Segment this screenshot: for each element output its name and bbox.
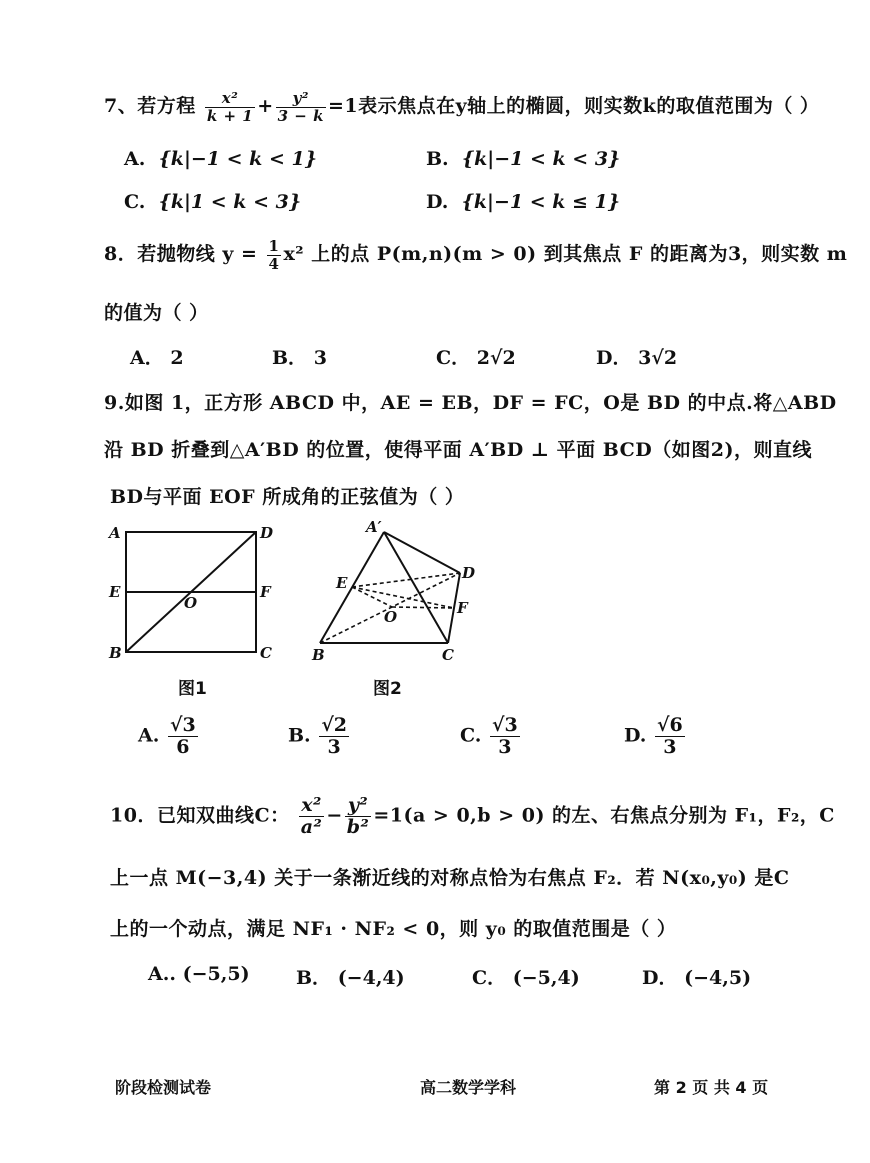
q9-option-b: B. $\frac{√2}{3}$: [288, 714, 348, 758]
q10-option-d: D． (−4,5): [642, 967, 752, 989]
q7-tail: =1表示焦点在y轴上的椭圆，则实数k的取值范围为（ ）: [327, 95, 820, 117]
q8-option-c: C． 2√2: [436, 347, 516, 369]
q8-tail: x² 上的点 P(m,n)(m > 0) 到其焦点 F 的距离为3，则实数 m: [283, 243, 848, 265]
q7-option-d: D. {k|−1 < k ≤ 1}: [426, 191, 620, 213]
fig1-label-f: F: [260, 583, 271, 601]
q10-fraction-y: $\frac{\text{y²}}{\text{b²}}$: [346, 794, 370, 838]
q9-line1: 9.如图 1，正方形 ABCD 中，AE = EB，DF = FC，O是 BD 的中点.将△ABD: [104, 392, 837, 414]
fig1-label-b: B: [109, 644, 122, 662]
q8-stem: [104, 238, 847, 272]
q9-option-d: D. $\frac{√6}{3}$: [624, 714, 683, 758]
fig2-label-f: F: [457, 599, 468, 617]
fig1-label-e: E: [109, 583, 121, 601]
q10-option-a: A.. (−5,5): [148, 963, 250, 985]
q10-prefix: 10．已知双曲线C：: [110, 804, 290, 827]
fig2-label-c: C: [442, 646, 454, 664]
q10-fraction-x: $\frac{\text{x²}}{\text{a²}}$: [300, 794, 323, 838]
figure-1-caption: 图1: [178, 679, 207, 699]
q9-line3: BD与平面 EOF 所成角的正弦值为（ ）: [110, 486, 465, 508]
q7-fraction-x: $\frac{\text{x²}}{k + 1}$: [206, 89, 254, 125]
figure-2-caption: 图2: [373, 679, 402, 699]
q10-line1: 10．已知双曲线C： $\frac{\text{x²}}{\text{a²}}$ − $\frac{\text{y²}}{\text{b²}}$ =1(a > 0,b > 0) 的左、右焦点分别为 F₁，F₂，C: [110, 794, 835, 838]
q9-option-c: C. $\frac{√3}{3}$: [460, 714, 518, 758]
figure-2-folded: [300, 518, 490, 668]
footer-left: 阶段检测试卷: [115, 1078, 212, 1097]
q7-option-c: C. {k|1 < k < 3}: [124, 191, 302, 213]
fig1-label-o: O: [184, 594, 198, 612]
q8-option-d: D． 3√2: [596, 347, 678, 369]
figure-1-square: [104, 520, 284, 665]
q8-prefix: 8．若抛物线 y =: [104, 243, 258, 265]
q7-stem: 7、若方程 $\frac{\text{x²}}{k + 1}$ + $\frac{\text{y²}}{3 - k}$ =1表示焦点在y轴上的椭圆，则实数k的取值范围为（ ）: [104, 89, 820, 125]
fig1-label-a: A: [109, 524, 121, 542]
q10-option-c: C． (−5,4): [472, 967, 580, 989]
q10-tail: =1(a > 0,b > 0) 的左、右焦点分别为 F₁，F₂，C: [373, 804, 835, 827]
q7-prefix: 7、若方程: [104, 95, 196, 117]
q7-option-a: A. {k|−1 < k < 1}: [124, 148, 317, 170]
q10-line2: 上一点 M(−3,4) 关于一条渐近线的对称点恰为右焦点 F₂．若 N(x₀,y₀) 是C: [110, 867, 790, 889]
fig2-label-o: O: [384, 608, 398, 626]
q8-line2: 的值为（ ）: [104, 302, 209, 324]
fig2-label-b: B: [312, 646, 325, 664]
q8-option-a: A． 2: [130, 347, 184, 369]
q8-option-b: B． 3: [272, 347, 327, 369]
q7-fraction-y: $\frac{\text{y²}}{3 - k}$: [277, 89, 324, 125]
q9-option-a: A. $\frac{√3}{6}$: [138, 714, 196, 758]
q10-line3: 上的一个动点，满足 NF₁ · NF₂ < 0，则 y₀ 的取值范围是（ ）: [110, 918, 677, 940]
fig2-label-a-prime: A′: [366, 518, 382, 536]
footer-center: 高二数学学科: [420, 1078, 517, 1097]
q8-fraction: $\frac{1}{4}$: [268, 237, 280, 273]
q9-line2: 沿 BD 折叠到△A′BD 的位置，使得平面 A′BD ⊥ 平面 BCD（如图2)，则直线: [104, 439, 812, 461]
q10-option-b: B． (−4,4): [296, 967, 405, 989]
fig2-label-d: D: [462, 564, 476, 582]
fig2-label-e: E: [336, 574, 348, 592]
q7-option-b: B. {k|−1 < k < 3}: [426, 148, 621, 170]
fig1-label-d: D: [260, 524, 274, 542]
footer-page-number: 第 2 页 共 4 页: [654, 1078, 769, 1097]
fig1-label-c: C: [260, 644, 272, 662]
